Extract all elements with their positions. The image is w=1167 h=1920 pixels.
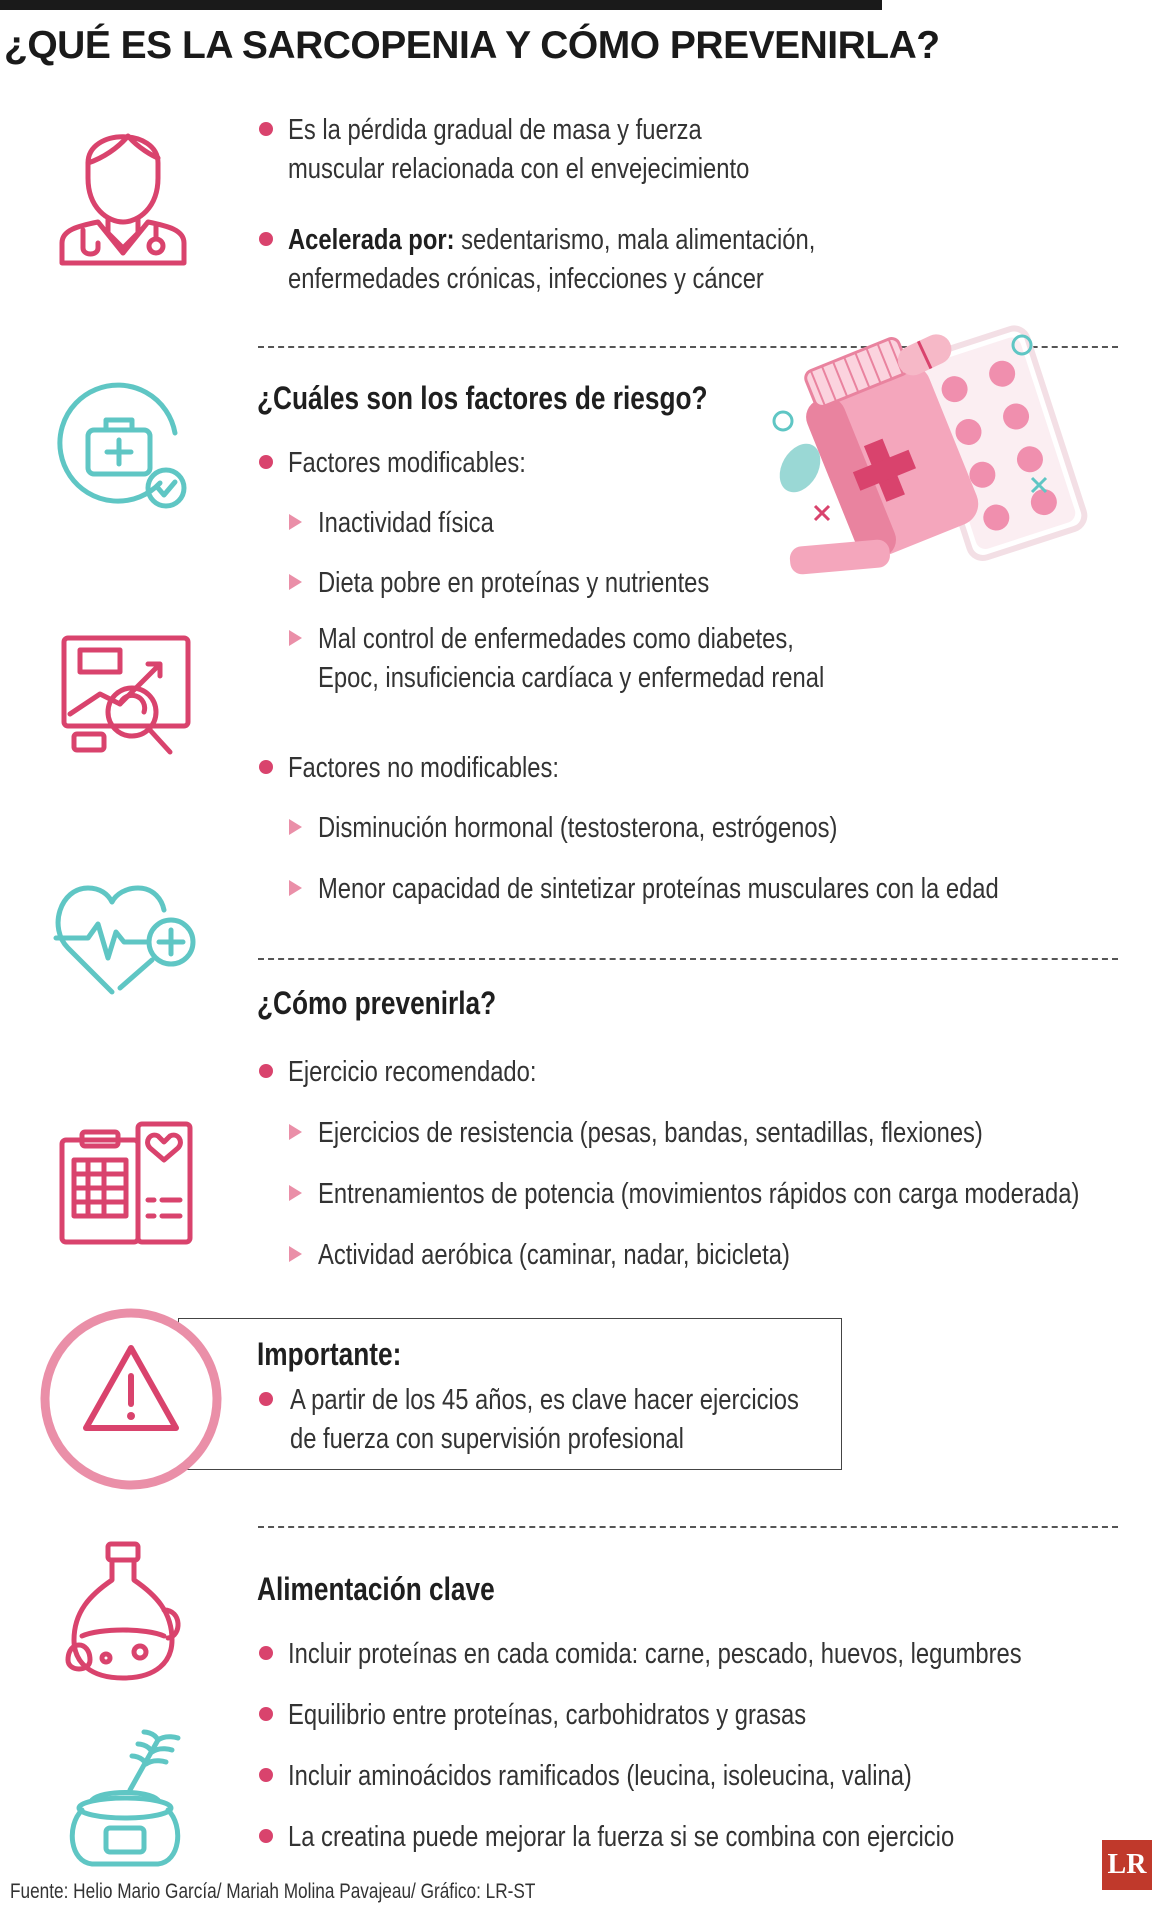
medical-kit-icon	[60, 388, 190, 514]
nonmodifiable-item: Disminución hormonal (testosterona, estrógenos)	[318, 812, 838, 844]
accelerated-label: Acelerada por:	[288, 224, 455, 256]
nutrition-item: La creatina puede mejorar la fuerza si se combina con ejercicio	[288, 1821, 955, 1853]
source-credit: Fuente: Helio Mario García/ Mariah Molina Pavajeau/ Gráfico: LR-ST	[10, 1880, 536, 1903]
definition-line-2: muscular relacionada con el envejecimiento	[288, 153, 750, 185]
exercise-item: Actividad aeróbica (caminar, nadar, bicicleta)	[318, 1239, 790, 1271]
top-rule	[0, 0, 882, 10]
section-divider	[258, 958, 1118, 960]
nonmodifiable-item: Menor capacidad de sintetizar proteínas musculares con la edad	[318, 873, 999, 905]
nutrition-item: Equilibrio entre proteínas, carbohidratos y grasas	[288, 1699, 807, 1731]
modifiable-label: Factores modificables:	[288, 447, 526, 479]
bullet-arrow	[289, 819, 302, 835]
lr-logo: LR	[1102, 1840, 1152, 1890]
bullet-arrow	[289, 1124, 302, 1140]
important-heading: Importante:	[257, 1336, 402, 1372]
accelerated-text: sedentarismo, mala alimentación,	[454, 224, 816, 256]
bullet-dot	[259, 1392, 273, 1406]
exercise-label: Ejercicio recomendado:	[288, 1056, 537, 1088]
bullet-dot	[259, 1064, 273, 1078]
bullet-arrow	[289, 880, 302, 896]
modifiable-item-cont: Epoc, insuficiencia cardíaca y enfermedad renal	[318, 662, 825, 694]
bullet-dot	[259, 1829, 273, 1843]
heart-plus-icon	[54, 880, 200, 998]
bullet-arrow	[289, 1185, 302, 1201]
pills-illustration	[770, 318, 1100, 588]
doctor-icon	[58, 118, 188, 268]
bullet-dot	[259, 455, 273, 469]
bullet-arrow	[289, 630, 302, 646]
nutrition-item: Incluir proteínas en cada comida: carne, pescado, huevos, legumbres	[288, 1638, 1022, 1670]
analysis-chart-icon	[60, 634, 192, 764]
risk-heading: ¿Cuáles son los factores de riesgo?	[257, 380, 708, 416]
bullet-dot	[259, 1707, 273, 1721]
medical-report-icon	[58, 1120, 194, 1246]
modifiable-item: Dieta pobre en proteínas y nutrientes	[318, 567, 710, 599]
oil-bottle-icon	[60, 1540, 186, 1684]
bullet-arrow	[289, 574, 302, 590]
bullet-arrow	[289, 514, 302, 530]
bullet-arrow	[289, 1246, 302, 1262]
nonmodifiable-label: Factores no modificables:	[288, 752, 559, 784]
important-line-2: de fuerza con supervisión profesional	[290, 1423, 684, 1455]
prevention-heading: ¿Cómo prevenirla?	[257, 985, 497, 1021]
exercise-item: Ejercicios de resistencia (pesas, bandas, sentadillas, flexiones)	[318, 1117, 983, 1149]
page-title: ¿QUÉ ES LA SARCOPENIA Y CÓMO PREVENIRLA?	[4, 24, 940, 67]
bullet-dot	[259, 760, 273, 774]
modifiable-item: Inactividad física	[318, 507, 494, 539]
modifiable-item: Mal control de enfermedades como diabetes,	[318, 623, 794, 655]
bullet-dot	[259, 1768, 273, 1782]
bullet-dot	[259, 122, 273, 136]
warning-icon	[38, 1306, 224, 1492]
nutrition-item: Incluir aminoácidos ramificados (leucina, isoleucina, valina)	[288, 1760, 912, 1792]
bullet-dot	[259, 232, 273, 246]
accelerated-line-1	[288, 221, 815, 260]
bullet-dot	[259, 1646, 273, 1660]
definition-line-1: Es la pérdida gradual de masa y fuerza	[288, 114, 702, 146]
section-divider	[258, 1526, 1118, 1528]
important-line-1: A partir de los 45 años, es clave hacer ejercicios	[290, 1384, 799, 1416]
accelerated-line-2: enfermedades crónicas, infecciones y cáncer	[288, 263, 764, 295]
exercise-item: Entrenamientos de potencia (movimientos rápidos con carga moderada)	[318, 1178, 1080, 1210]
grain-sack-icon	[62, 1730, 186, 1870]
nutrition-heading: Alimentación clave	[257, 1571, 495, 1607]
